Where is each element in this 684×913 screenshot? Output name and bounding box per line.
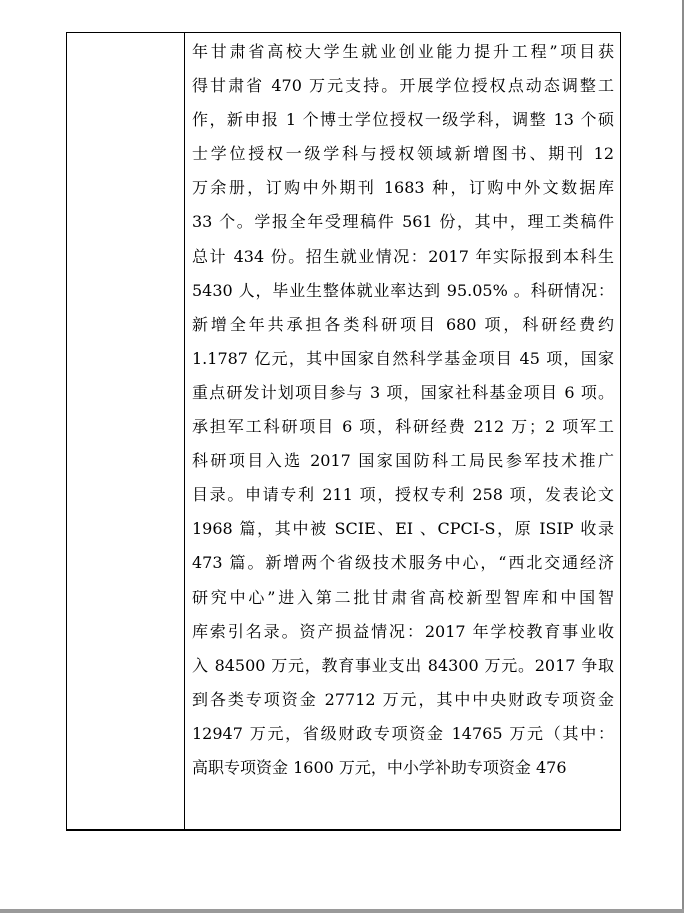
text-line: 研究中心”进入第二批甘肃省高校新型智库和中国智 <box>192 587 614 607</box>
text-line: 库索引名录。资产损益情况：2017 年学校教育事业收 <box>192 621 614 641</box>
text-line: 科研项目入选 2017 国家国防科工局民参军技术推广 <box>192 451 614 471</box>
text-line: 士学位授权一级学科与授权领域新增图书、期刊 12 <box>192 144 614 164</box>
text-line: 入 84500 万元，教育事业支出 84300 万元。2017 争取 <box>192 655 614 675</box>
text-line: 33 个。学报全年受理稿件 561 份，其中，理工类稿件 <box>192 212 614 232</box>
right-column-cell <box>185 33 620 829</box>
text-line: 总计 434 份。招生就业情况：2017 年实际报到本科生 <box>192 246 614 266</box>
text-line: 目录。申请专利 211 项，授权专利 258 项，发表论文 <box>192 485 614 505</box>
text-line: 得甘肃省 470 万元支持。开展学位授权点动态调整工 <box>192 76 614 96</box>
text-line: 年甘肃省高校大学生就业创业能力提升工程”项目获 <box>192 42 614 61</box>
text-line: 万余册，订购中外期刊 1683 种，订购中外文数据库 <box>192 178 614 198</box>
left-column-cell <box>67 33 185 829</box>
text-line: 作，新申报 1 个博士学位授权一级学科，调整 13 个硕 <box>192 110 614 130</box>
text-line: 12947 万元，省级财政专项资金 14765 万元（其中： <box>192 723 614 743</box>
text-line: 重点研发计划项目参与 3 项，国家社科基金项目 6 项。 <box>192 382 614 402</box>
content-table <box>66 32 621 831</box>
text-line: 高职专项资金 1600 万元，中小学补助专项资金 476 <box>192 757 567 777</box>
text-line: 5430 人，毕业生整体就业率达到 95.05% 。科研情况： <box>192 280 614 300</box>
text-line: 新增全年共承担各类科研项目 680 项，科研经费约 <box>192 314 614 334</box>
text-line: 到各类专项资金 27712 万元，其中中央财政专项资金 <box>192 689 614 709</box>
text-line: 1.1787 亿元，其中国家自然科学基金项目 45 项，国家 <box>192 348 614 368</box>
text-line: 1968 篇，其中被 SCIE、EI 、CPCI-S，原 ISIP 收录 <box>192 519 614 539</box>
text-line: 承担军工科研项目 6 项，科研经费 212 万；2 项军工 <box>192 417 614 437</box>
text-line: 473 篇。新增两个省级技术服务中心，“西北交通经济 <box>192 553 614 573</box>
page-bottom-band <box>0 909 684 913</box>
